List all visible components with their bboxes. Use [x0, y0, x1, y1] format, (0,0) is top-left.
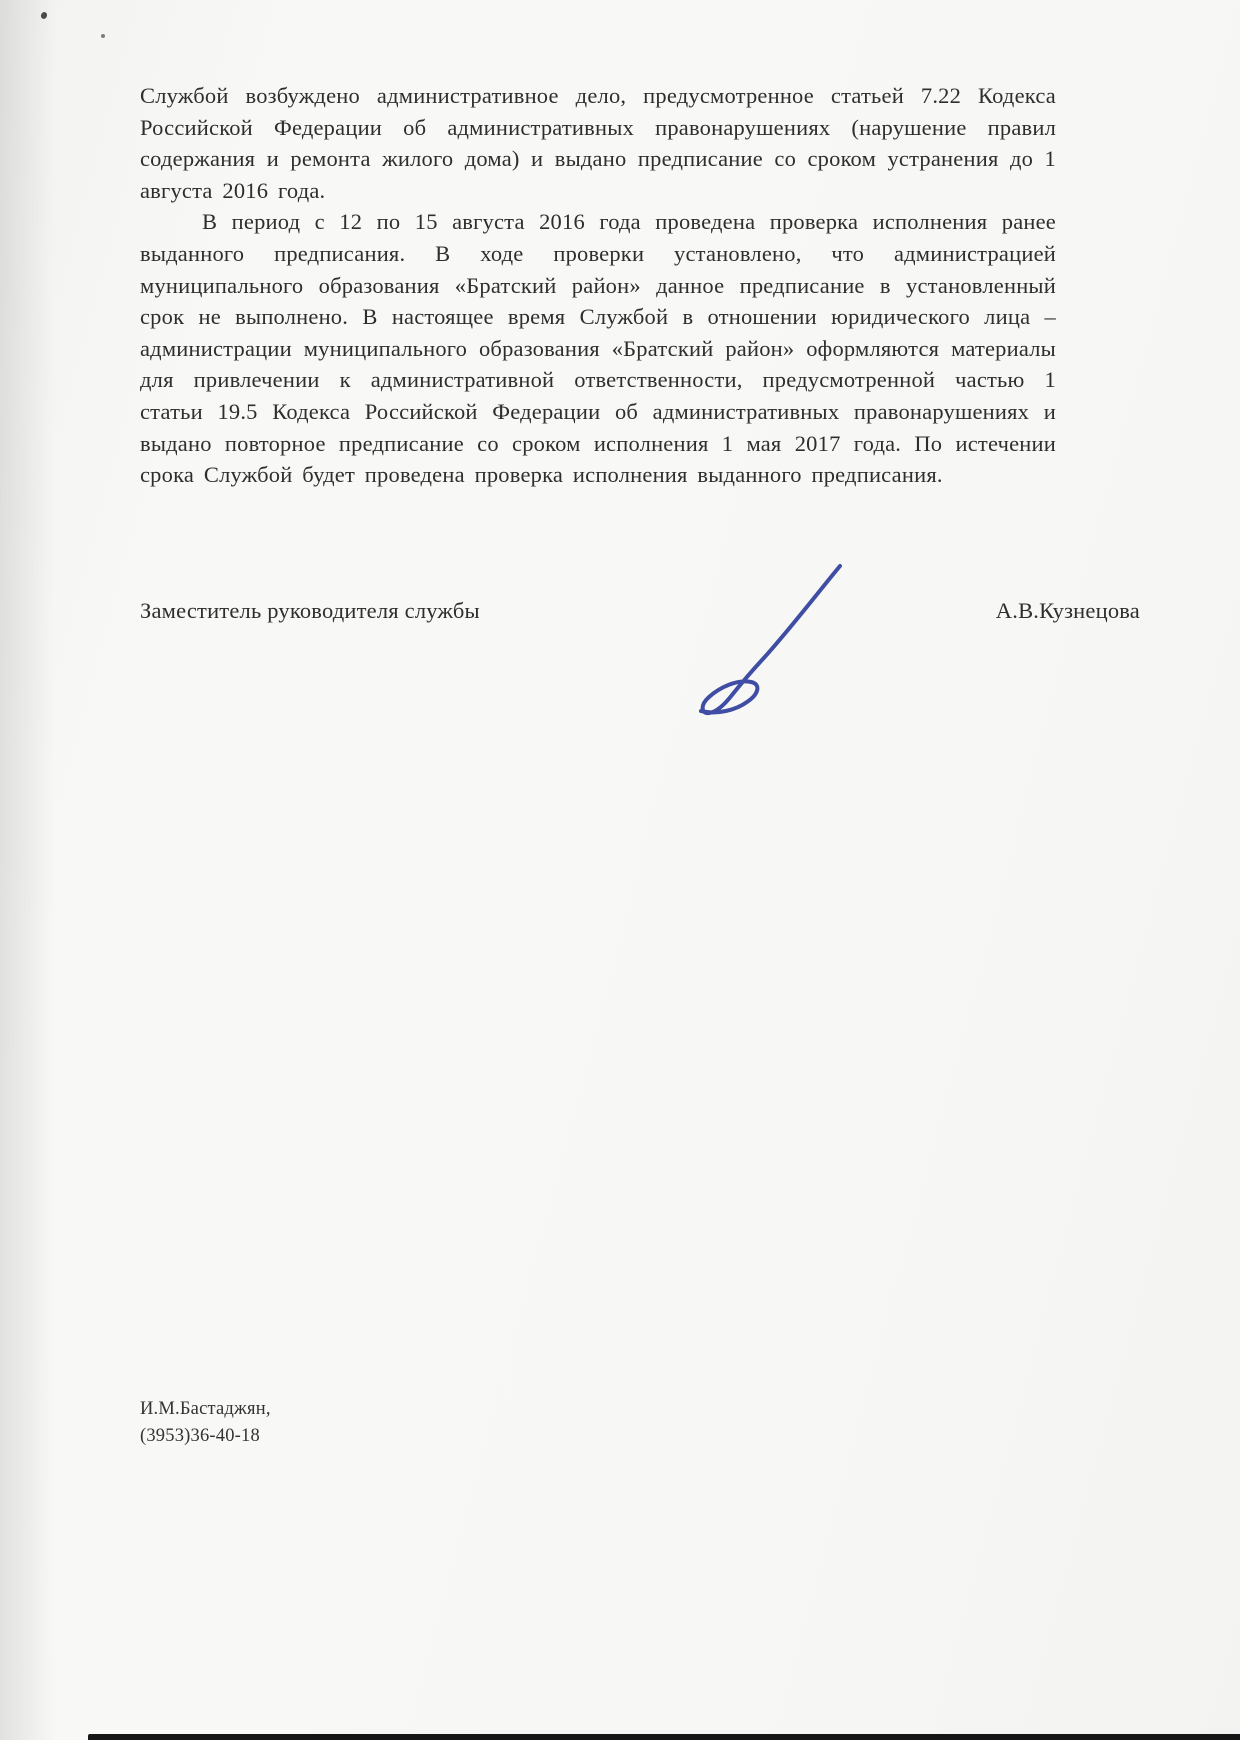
signature-block: [140, 598, 1140, 624]
scan-speck: [101, 34, 105, 38]
scan-speck: [40, 11, 48, 20]
executor-name: И.М.Бастаджян,: [140, 1399, 271, 1419]
signer-name: А.В.Кузнецова: [995, 598, 1140, 623]
signer-title: Заместитель руководителя службы: [140, 598, 480, 623]
scan-bottom-edge: [88, 1734, 1240, 1740]
executor-contact: [140, 1396, 271, 1450]
executor-phone: (3953)36-40-18: [140, 1426, 260, 1446]
paragraph-2: В период с 12 по 15 августа 2016 года проведена проверка исполнения ранее выданного предписания. В ходе проверки установлено, что администрацией муниципального образования «Братский район» данное предписание в установленный срок не выполнено. В настоящее время Службой в отношении юридического лица – администрации муниципального образования «Братский район» оформляются материалы для привлечении к административной ответственности, предусмотренной частью 1 статьи 19.5 Кодекса Российской Федерации об административных правонарушениях и выдано повторное предписание со сроком исполнения 1 мая 2017 года. По истечении срока Службой будет проведена проверка исполнения выданного предписания.: [140, 209, 1056, 488]
document-body: [140, 80, 1056, 491]
scan-left-shadow: [0, 0, 55, 1740]
handwritten-signature: [688, 560, 863, 720]
paragraph-1: Службой возбуждено административное дело, предусмотренное статьей 7.22 Кодекса Российской Федерации об административных правонарушениях (нарушение правил содержания и ремонта жилого дома) и выдано предписание со сроком устранения до 1 августа 2016 года.: [140, 83, 1056, 203]
